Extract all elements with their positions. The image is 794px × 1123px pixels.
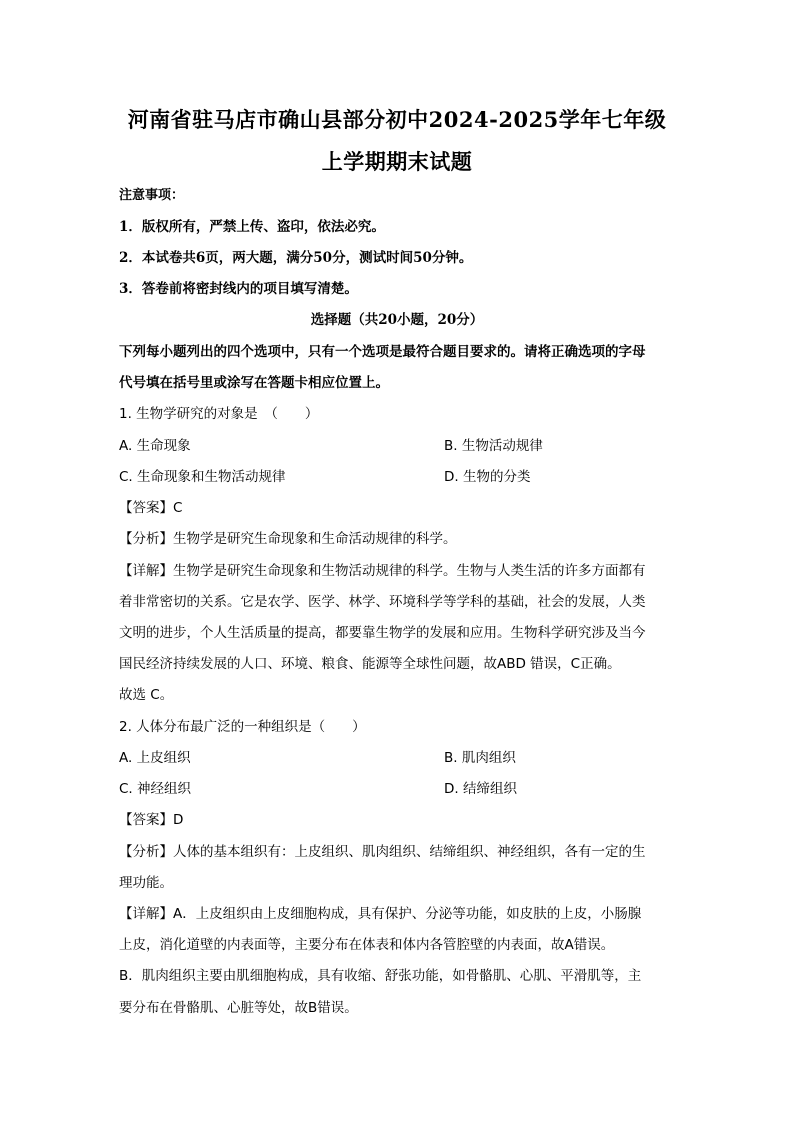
instruction-line: 下列每小题列出的四个选项中，只有一个选项是最符合题目要求的。请将正确选项的字母 <box>119 344 646 360</box>
q2-stem: 2. 人体分布最广泛的一种组织是（ ） <box>119 719 366 735</box>
notice-item: 3．答卷前将密封线内的项目填写清楚。 <box>119 281 358 297</box>
q2-analysis-line: 理功能。 <box>119 875 173 891</box>
q2-analysis-line: 【分析】人体的基本组织有：上皮组织、肌肉组织、结缔组织、神经组织，各有一定的生 <box>119 844 646 860</box>
q1-option-d: D. 生物的分类 <box>444 469 531 485</box>
q2-option-a: A. 上皮组织 <box>119 750 191 766</box>
q1-detail-line: 文明的进步，个人生活质量的提高，都要靠生物学的发展和应用。生物科学研究涉及当今 <box>119 625 646 641</box>
notice-item: 1．版权所有，严禁上传、盗印，依法必究。 <box>119 219 385 235</box>
q1-detail-line: 【详解】生物学是研究生命现象和生物活动规律的科学。生物与人类生活的许多方面都有 <box>119 563 646 579</box>
q1-option-a: A. 生命现象 <box>119 438 191 454</box>
q1-answer: 【答案】C <box>119 500 183 516</box>
q1-option-c: C. 生命现象和生物活动规律 <box>119 469 286 485</box>
q2-option-d: D. 结缔组织 <box>444 781 517 797</box>
q2-detail-line: B．肌肉组织主要由肌细胞构成，具有收缩、舒张功能，如骨骼肌、心肌、平滑肌等，主 <box>119 968 642 984</box>
notice-heading: 注意事项： <box>119 188 185 203</box>
instruction-line: 代号填在括号里或涂写在答题卡相应位置上。 <box>119 375 389 391</box>
section-heading: 选择题（共20小题，20分） <box>310 312 484 328</box>
notice-item: 2．本试卷共6页，两大题，满分50分，测试时间50分钟。 <box>119 250 473 266</box>
q2-answer: 【答案】D <box>119 812 184 828</box>
q1-stem: 1. 生物学研究的对象是 （ ） <box>119 406 319 422</box>
q2-detail-line: 【详解】A．上皮组织由上皮细胞构成，具有保护、分泌等功能，如皮肤的上皮，小肠腺 <box>119 906 642 922</box>
q2-detail-line: 上皮，消化道壁的内表面等，主要分布在体表和体内各管腔壁的内表面，故A错误。 <box>119 937 615 953</box>
q2-detail-line: 要分布在骨骼肌、心脏等处，故B错误。 <box>119 1000 358 1016</box>
q1-option-b: B. 生物活动规律 <box>444 438 543 454</box>
exam-title-line-2: 上学期期末试题 <box>321 149 473 174</box>
q1-detail-line: 故选 C。 <box>119 687 174 703</box>
q1-detail-line: 着非常密切的关系。它是农学、医学、林学、环境科学等学科的基础，社会的发展，人类 <box>119 594 646 610</box>
q1-detail-line: 国民经济持续发展的人口、环境、粮食、能源等全球性问题，故ABD 错误，C正确。 <box>119 656 621 672</box>
exam-title-line-1: 河南省驻马店市确山县部分初中2024-2025学年七年级 <box>127 107 667 132</box>
q1-analysis: 【分析】生物学是研究生命现象和生命活动规律的科学。 <box>119 531 457 547</box>
q2-option-c: C. 神经组织 <box>119 781 192 797</box>
q2-option-b: B. 肌肉组织 <box>444 750 516 766</box>
